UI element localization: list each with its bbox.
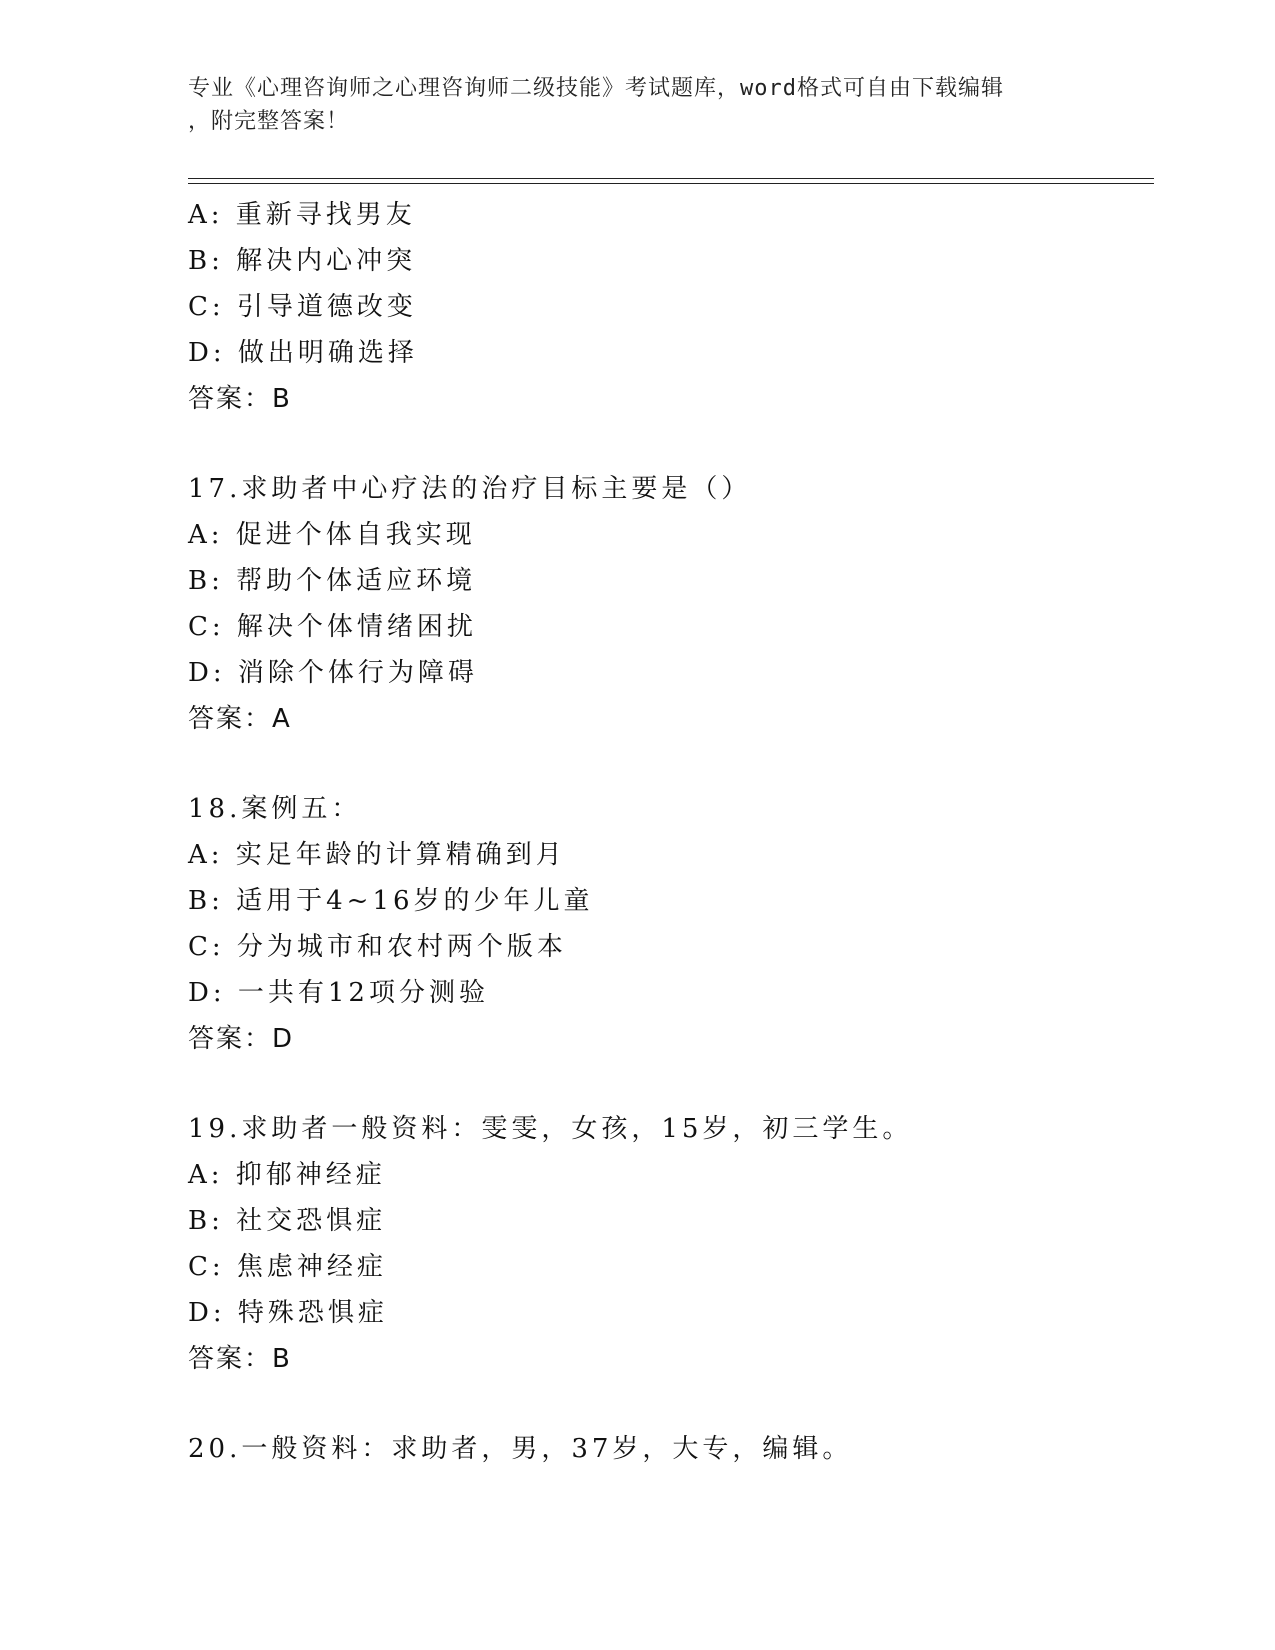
- option-c: C: 引导道德改变: [188, 292, 417, 322]
- answer-line: 答案：B: [188, 1344, 292, 1374]
- option-b: B: 解决内心冲突: [188, 246, 417, 276]
- option-b: B: 适用于4~16岁的少年儿童: [188, 886, 594, 916]
- option-a: A: 实足年龄的计算精确到月: [188, 840, 566, 870]
- option-a: A: 重新寻找男友: [188, 200, 416, 230]
- question-block-18: [188, 786, 1148, 1062]
- option-c: C: 焦虑神经症: [188, 1252, 387, 1282]
- question-block-17: [188, 466, 1148, 742]
- question-stem: 18.案例五：: [188, 794, 362, 824]
- question-stem: 20.一般资料：求助者，男，37岁，大专，编辑。: [188, 1434, 853, 1464]
- option-c: C: 分为城市和农村两个版本: [188, 932, 567, 962]
- question-block-19: [188, 1106, 1148, 1382]
- header-rule-top: [188, 178, 1154, 179]
- option-d: D: 做出明确选择: [188, 338, 418, 368]
- option-a: A: 抑郁神经症: [188, 1160, 386, 1190]
- option-a: A: 促进个体自我实现: [188, 520, 476, 550]
- option-d: D: 消除个体行为障碍: [188, 658, 478, 688]
- header-rule-bottom: [188, 183, 1154, 184]
- answer-line: 答案：D: [188, 1024, 295, 1054]
- answer-line: 答案：B: [188, 384, 292, 414]
- question-stem: 17.求助者中心疗法的治疗目标主要是（）: [188, 474, 752, 504]
- document-header: [188, 72, 1088, 138]
- question-block-16: [188, 192, 1148, 422]
- option-b: B: 帮助个体适应环境: [188, 566, 477, 596]
- option-b: B: 社交恐惧症: [188, 1206, 387, 1236]
- question-list: [188, 192, 1148, 1472]
- option-d: D: 一共有12项分测验: [188, 978, 489, 1008]
- option-c: C: 解决个体情绪困扰: [188, 612, 477, 642]
- option-d: D: 特殊恐惧症: [188, 1298, 388, 1328]
- question-block-20: [188, 1426, 1148, 1472]
- header-line-2: ，附完整答案！: [188, 109, 350, 134]
- header-line-1: 专业《心理咨询师之心理咨询师二级技能》考试题库，word格式可自由下载编辑: [188, 76, 1004, 101]
- question-stem: 19.求助者一般资料：雯雯，女孩，15岁，初三学生。: [188, 1114, 913, 1144]
- answer-line: 答案：A: [188, 704, 292, 734]
